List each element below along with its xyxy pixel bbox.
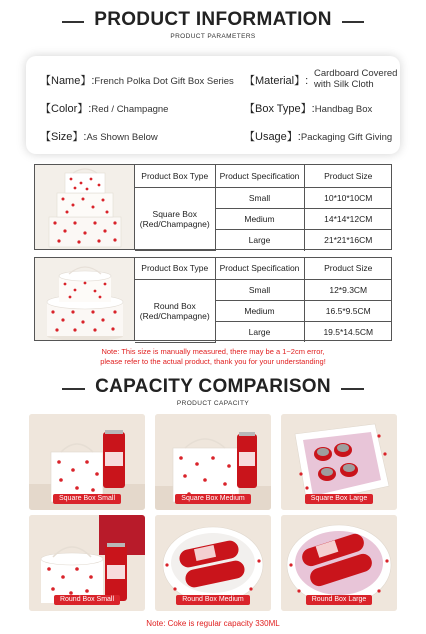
table-row (135, 187, 392, 208)
spec-cell: Large (215, 229, 304, 250)
square-spec-table (135, 165, 392, 251)
table-header-row (135, 258, 392, 279)
field-size: 【Size】:As Shown Below (40, 131, 158, 143)
tile-label: Round Box Large (306, 595, 372, 605)
size-cell: 16.5*9.5CM (304, 300, 392, 321)
tile-label: Round Box Medium (176, 595, 249, 605)
field-material-value: Cardboard Covered with Silk Cloth (314, 68, 398, 90)
header-specification: Product Specification (215, 258, 304, 279)
size-cell: 10*10*10CM (304, 187, 392, 208)
square-box-photo (35, 165, 135, 249)
field-color: 【Color】:Red / Champagne (40, 103, 169, 115)
round-spec-table (135, 258, 392, 343)
tile-label: Round Box Small (54, 595, 120, 605)
tile-label: Square Box Large (305, 494, 373, 504)
tile-round-large (281, 515, 397, 611)
product-info-card (26, 56, 400, 154)
square-box-type-cell: Square Box (Red/Champagne) (135, 187, 215, 250)
capacity-subtitle: PRODUCT CAPACITY (176, 400, 250, 407)
tile-square-medium (155, 414, 271, 510)
tile-square-large (281, 414, 397, 510)
table-header-row (135, 165, 392, 187)
size-note: Note: This size is manually measured, there may be a 1~2cm error, please refer to the actual product, thank you for your understanding! (100, 347, 326, 366)
size-cell: 19.5*14.5CM (304, 321, 392, 342)
field-usage: 【Usage】:Packaging Gift Giving (244, 131, 393, 143)
tile-label: Square Box Small (53, 494, 121, 504)
capacity-title: CAPACITY COMPARISON (85, 376, 341, 398)
spec-cell: Large (215, 321, 304, 342)
round-box-table (34, 257, 392, 341)
tile-round-medium (155, 515, 271, 611)
round-box-photo (35, 258, 135, 340)
field-material: 【Material】: (244, 75, 309, 87)
coke-note: Note: Coke is regular capacity 330ML (146, 619, 280, 628)
size-cell: 21*21*16CM (304, 229, 392, 250)
product-info-subtitle: PRODUCT PARAMETERS (170, 33, 256, 40)
header-box-type: Product Box Type (135, 165, 215, 187)
size-cell: 14*14*12CM (304, 208, 392, 229)
header-size: Product Size (304, 258, 392, 279)
field-name: 【Name】:French Polka Dot Gift Box Series (40, 75, 234, 87)
tile-label: Square Box Medium (175, 494, 250, 504)
header-box-type: Product Box Type (135, 258, 215, 279)
spec-cell: Small (215, 187, 304, 208)
tile-round-small (29, 515, 145, 611)
size-cell: 12*9.3CM (304, 279, 392, 300)
spec-cell: Medium (215, 300, 304, 321)
header-specification: Product Specification (215, 165, 304, 187)
product-info-title: PRODUCT INFORMATION (84, 9, 342, 31)
tile-square-small (29, 414, 145, 510)
capacity-header (0, 376, 426, 407)
spec-cell: Medium (215, 208, 304, 229)
field-box-type: 【Box Type】:Handbag Box (244, 103, 373, 115)
square-box-table (34, 164, 392, 250)
header-size: Product Size (304, 165, 392, 187)
spec-cell: Small (215, 279, 304, 300)
table-row (135, 279, 392, 300)
product-info-header (0, 9, 426, 40)
round-box-type-cell: Round Box (Red/Champagne) (135, 279, 215, 342)
